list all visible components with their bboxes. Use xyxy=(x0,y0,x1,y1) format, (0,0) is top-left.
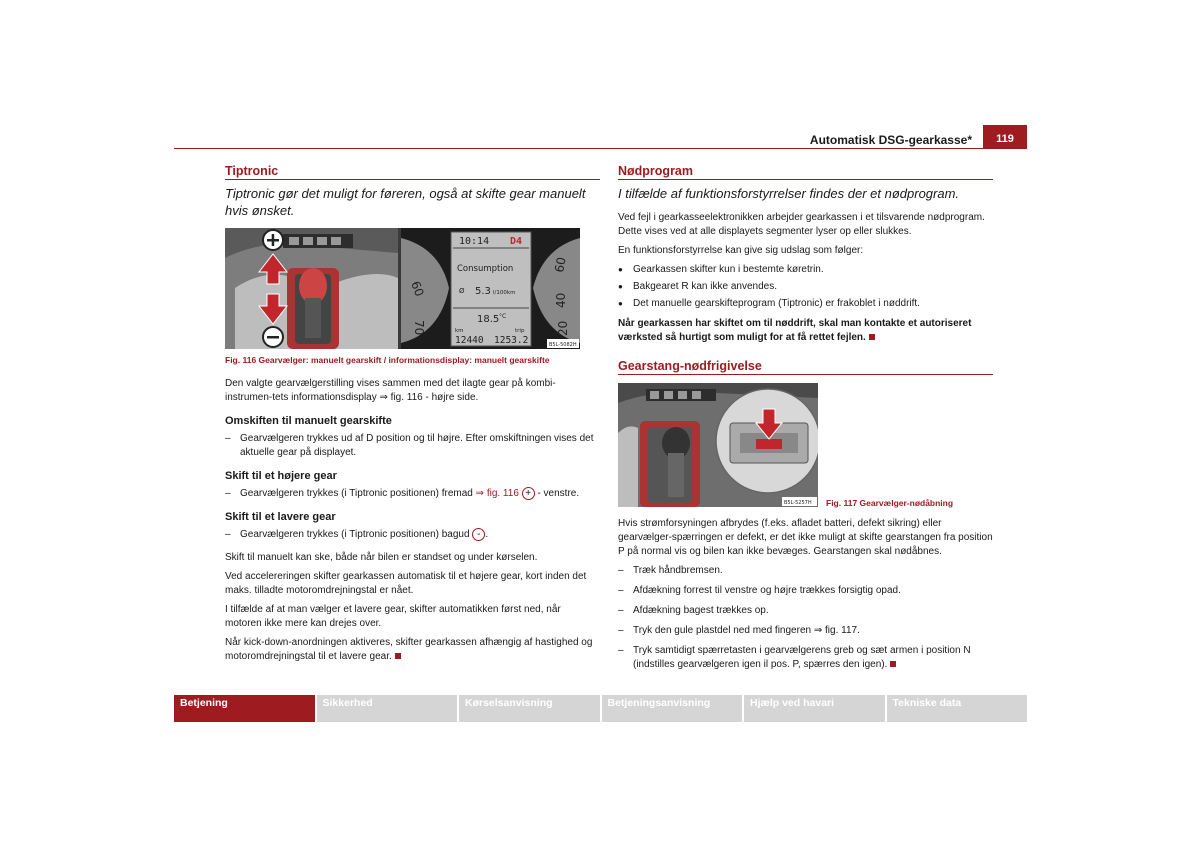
step-item: – Afdækning forrest til venstre og højre trækkes forsigtig opad. xyxy=(618,584,993,598)
step-item: – Tryk den gule plastdel ned med fingeren ⇒ fig. 117. xyxy=(618,624,993,638)
end-mark-icon xyxy=(395,653,401,659)
svg-text:40: 40 xyxy=(554,292,568,308)
svg-text:Ø: Ø xyxy=(459,287,465,295)
section-title-emergency-program: Nødprogram xyxy=(618,164,993,180)
bullet-item: ● Bakgearet R kan ikke anvendes. xyxy=(618,280,993,294)
bold-note xyxy=(618,317,993,345)
right-column xyxy=(618,164,993,678)
tab-betjeningsanvisning[interactable]: Betjeningsanvisning xyxy=(602,695,743,722)
paragraph: En funktionsforstyrrelse kan give sig udslag som følger: xyxy=(618,245,864,256)
display-trip: 1253.2 xyxy=(494,335,529,346)
figure-117-caption: Fig. 117 Gearvælger-nødåbning xyxy=(826,498,954,508)
display-unit: l/100km xyxy=(493,290,516,296)
left-column xyxy=(225,164,600,669)
lead-text: I tilfælde af funktionsforstyrrelser findes der et nødprogram. xyxy=(618,186,960,201)
figure-link[interactable]: ⇒ fig. 116 xyxy=(475,488,519,500)
bullet-item: ● Gearkassen skifter kun i bestemte køretrin. xyxy=(618,263,993,277)
tab-tekniske-data[interactable]: Tekniske data xyxy=(887,695,1028,722)
text: Gearvælgeren trykkes (i Tiptronic positionen) bagud xyxy=(240,529,473,541)
figure-116-illustration xyxy=(225,228,580,349)
display-km-label: km xyxy=(455,328,464,334)
svg-text:70: 70 xyxy=(412,320,426,336)
svg-text:60: 60 xyxy=(408,279,427,299)
minus-icon: - xyxy=(472,528,485,541)
display-temp: 18.5 xyxy=(477,314,500,325)
end-mark-icon xyxy=(869,334,875,340)
paragraph: Hvis strømforsyningen afbrydes (f.eks. afladet batteri, defekt sikring) eller gearvælger-spærringen er defekt, er det ikke muligt at skifte gearstangen fra position P på normal vis og bilen kan ikke bevæges. Gearstangen skal nødåbnes. xyxy=(618,518,993,557)
paragraph: Skift til manuelt kan ske, både når bilen er standset og under kørselen. xyxy=(225,552,538,564)
header-rule xyxy=(174,148,1027,149)
section-title-gear-release: Gearstang-nødfrigivelse xyxy=(618,359,993,375)
text: - venstre. xyxy=(534,488,580,500)
paragraph: I tilfælde af at man vælger et lavere gear, skifter automatikken først ned, når motoren ikke mere kan drejes over. xyxy=(225,604,561,630)
figure-117-illustration xyxy=(618,383,818,507)
display-temp-unit: °C xyxy=(499,313,507,320)
section-title-tiptronic: Tiptronic xyxy=(225,164,600,180)
list-item xyxy=(225,528,600,542)
figure-116 xyxy=(225,228,580,349)
tab-korselsanvisning[interactable]: Kørselsanvisning xyxy=(459,695,600,722)
tab-hjaelp-ved-havari[interactable]: Hjælp ved havari xyxy=(744,695,885,722)
page-number: 119 xyxy=(983,125,1027,149)
step-item: – Afdækning bagest trækkes op. xyxy=(618,604,993,618)
figure-code: B5L-5082H xyxy=(549,342,577,348)
paragraph: Ved fejl i gearkasseelektronikken arbejder gearkassen i et tilsvarende nødprogram. Dette vises ved at alle displayets segmenter lyser op eller slukkes. xyxy=(618,212,985,237)
list-item: – Gearvælgeren trykkes ud af D position og til højre. Efter omskiftningen vises det aktuelle gear på displayet. xyxy=(225,432,600,460)
subheading-manual: Omskiften til manuelt gearskifte xyxy=(225,415,392,427)
bullet-item: ● Det manuelle gearskifteprogram (Tiptronic) er frakoblet i nøddrift. xyxy=(618,297,993,311)
tab-betjening[interactable]: Betjening xyxy=(174,695,315,722)
text: Når kick-down-anordningen aktiveres, skifter gearkassen afhængig af hastighed og motoromdrejningstal til et lavere gear. xyxy=(225,637,593,663)
text: Når gearkassen har skiftet om til nøddrift, skal man kontakte et autoriseret værksted så hurtigt som muligt for at få rettet fejlen. xyxy=(618,318,972,343)
display-value: 5.3 xyxy=(475,286,491,297)
text: Tryk samtidigt spærretasten i gearvælgerens greb og sæt armen i position N (indstilles gearvælgeren igen il pos. P, spærres den igen). xyxy=(633,645,971,670)
lead-text: Tiptronic gør det muligt for føreren, også at skifte gear manuelt hvis ønsket. xyxy=(225,186,586,218)
step-item: – Træk håndbremsen. xyxy=(618,564,993,578)
subheading-upshift: Skift til et højere gear xyxy=(225,470,337,482)
paragraph: Ved accelereringen skifter gearkassen automatisk til et højere gear, kort inden det maks. tilladte motoromdrejningstal er nået. xyxy=(225,571,587,597)
display-label: Consumption xyxy=(457,264,514,274)
figure-117 xyxy=(618,383,993,507)
subheading-downshift: Skift til et lavere gear xyxy=(225,511,336,524)
text: . xyxy=(485,529,489,541)
plus-icon: + xyxy=(522,487,535,500)
display-time: 10:14 xyxy=(459,236,490,247)
running-header: Automatisk DSG-gearkasse* xyxy=(809,133,972,147)
step-item xyxy=(618,644,993,672)
svg-text:20: 20 xyxy=(556,320,570,336)
figure-116-caption: Fig. 116 Gearvælger: manuelt gearskift / informationsdisplay: manuelt gearskifte xyxy=(225,355,550,365)
display-odometer: 12440 xyxy=(455,335,484,346)
paragraph xyxy=(225,636,600,664)
display-trip-label: trip xyxy=(515,328,525,334)
display-gear: D4 xyxy=(510,236,523,247)
figure-code: B5L-5257H xyxy=(784,500,812,506)
svg-text:60: 60 xyxy=(552,256,569,274)
tab-sikkerhed[interactable]: Sikkerhed xyxy=(317,695,458,722)
text: Gearvælgeren trykkes (i Tiptronic positionen) fremad xyxy=(240,488,476,500)
list-item xyxy=(225,487,600,501)
end-mark-icon xyxy=(890,661,896,667)
footer-nav xyxy=(174,695,1027,722)
paragraph: Den valgte gearvælgerstilling vises sammen med det ilagte gear på kombi-instrumen-tets informationsdisplay ⇒ fig. 116 - højre side. xyxy=(225,378,556,403)
